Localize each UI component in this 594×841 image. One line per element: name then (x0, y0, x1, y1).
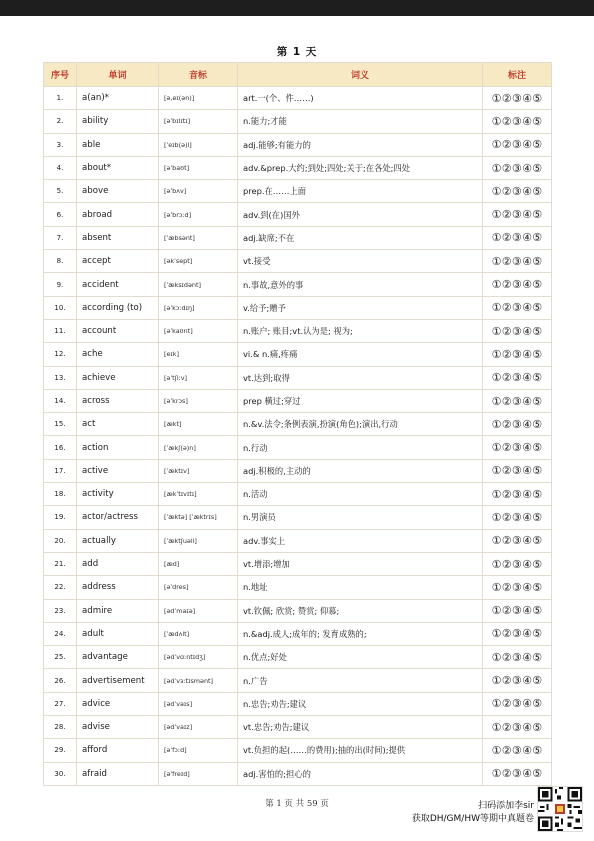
row-phonetic: [ˈæktɪv] (159, 459, 238, 482)
row-mark: ①②③④⑤ (483, 156, 552, 179)
table-row (44, 692, 552, 715)
row-meaning: vt.忠告;劝告;建议 (238, 716, 483, 739)
row-word: abroad (77, 203, 159, 226)
row-phonetic: [ˈæksɪdənt] (159, 273, 238, 296)
row-phonetic: [æd] (159, 552, 238, 575)
row-phonetic: [ˈæktə] [ˈæktrɪs] (159, 506, 238, 529)
row-meaning: vt.负担的起(……的费用);抽的出(时间);提供 (238, 739, 483, 762)
row-word: advantage (77, 646, 159, 669)
row-phonetic: [əˈbaʊt] (159, 156, 238, 179)
row-number: 16. (44, 436, 77, 459)
row-meaning: vi.& n.痛,疼痛 (238, 343, 483, 366)
row-mark: ①②③④⑤ (483, 692, 552, 715)
table-body (44, 87, 552, 786)
row-mark: ①②③④⑤ (483, 529, 552, 552)
row-mark: ①②③④⑤ (483, 459, 552, 482)
row-meaning: n.&adj.成人;成年的; 发育成熟的; (238, 622, 483, 645)
row-number: 5. (44, 180, 77, 203)
row-mark: ①②③④⑤ (483, 413, 552, 436)
row-number: 17. (44, 459, 77, 482)
header-phonetic: 音标 (159, 63, 238, 87)
row-mark: ①②③④⑤ (483, 506, 552, 529)
row-number: 15. (44, 413, 77, 436)
table-row (44, 622, 552, 645)
row-word: absent (77, 226, 159, 249)
row-phonetic: [əˈkɔːdɪŋ] (159, 296, 238, 319)
header-num: 序号 (44, 63, 77, 87)
row-word: achieve (77, 366, 159, 389)
row-number: 13. (44, 366, 77, 389)
row-meaning: n.能力;才能 (238, 110, 483, 133)
row-mark: ①②③④⑤ (483, 552, 552, 575)
row-word: according (to) (77, 296, 159, 319)
table-row (44, 739, 552, 762)
row-mark: ①②③④⑤ (483, 110, 552, 133)
table-row (44, 576, 552, 599)
row-phonetic: [eɪk] (159, 343, 238, 366)
row-mark: ①②③④⑤ (483, 389, 552, 412)
row-meaning: n.广告 (238, 669, 483, 692)
row-number: 29. (44, 739, 77, 762)
table-row (44, 226, 552, 249)
row-phonetic: [əˈbɪlɪtɪ] (159, 110, 238, 133)
row-meaning: n.忠告;劝告;建议 (238, 692, 483, 715)
row-phonetic: [əkˈsept] (159, 250, 238, 273)
row-word: account (77, 319, 159, 342)
table-row (44, 716, 552, 739)
table-row (44, 646, 552, 669)
table-row (44, 762, 552, 785)
row-phonetic: [ədˈmaɪə] (159, 599, 238, 622)
row-mark: ①②③④⑤ (483, 180, 552, 203)
row-mark: ①②③④⑤ (483, 87, 552, 110)
row-word: admire (77, 599, 159, 622)
row-mark: ①②③④⑤ (483, 599, 552, 622)
row-phonetic: [əˈtʃiːv] (159, 366, 238, 389)
table-row (44, 552, 552, 575)
row-meaning: adj.能够;有能力的 (238, 133, 483, 156)
row-mark: ①②③④⑤ (483, 576, 552, 599)
row-phonetic: [ˈeɪb(ə)l] (159, 133, 238, 156)
table-row (44, 413, 552, 436)
row-word: address (77, 576, 159, 599)
row-phonetic: [ə,eɪ(ən)] (159, 87, 238, 110)
row-number: 14. (44, 389, 77, 412)
row-word: accident (77, 273, 159, 296)
table-row (44, 133, 552, 156)
row-meaning: v.给予;赠予 (238, 296, 483, 319)
row-phonetic: [əˈkaʊnt] (159, 319, 238, 342)
row-meaning: n.活动 (238, 483, 483, 506)
row-phonetic: [ˈæbsənt] (159, 226, 238, 249)
row-number: 27. (44, 692, 77, 715)
row-meaning: adv.到(在)国外 (238, 203, 483, 226)
row-mark: ①②③④⑤ (483, 739, 552, 762)
row-meaning: vt.达到;取得 (238, 366, 483, 389)
row-word: advice (77, 692, 159, 715)
row-meaning: vt.钦佩; 欣赏; 赞赏; 仰慕; (238, 599, 483, 622)
row-word: adult (77, 622, 159, 645)
row-mark: ①②③④⑤ (483, 483, 552, 506)
table-row (44, 459, 552, 482)
row-meaning: adv.&prep.大约;到处;四处;关于;在各处;四处 (238, 156, 483, 179)
table-row (44, 156, 552, 179)
row-word: act (77, 413, 159, 436)
row-number: 25. (44, 646, 77, 669)
table-row (44, 87, 552, 110)
table-header-row (44, 63, 552, 87)
table-row (44, 506, 552, 529)
row-word: afford (77, 739, 159, 762)
row-mark: ①②③④⑤ (483, 646, 552, 669)
row-number: 30. (44, 762, 77, 785)
promo-line-1: 扫码添加李sir (478, 801, 534, 811)
page-title: 第 1 天 (276, 46, 318, 58)
row-mark: ①②③④⑤ (483, 343, 552, 366)
row-phonetic: [əˈfɔːd] (159, 739, 238, 762)
row-meaning: adj.害怕的;担心的 (238, 762, 483, 785)
row-meaning: n.行动 (238, 436, 483, 459)
row-phonetic: [ədˈvɑːntɪdʒ] (159, 646, 238, 669)
row-word: advise (77, 716, 159, 739)
header-meaning: 词义 (238, 63, 483, 87)
row-number: 2. (44, 110, 77, 133)
row-phonetic: [ədˈvaɪz] (159, 716, 238, 739)
row-mark: ①②③④⑤ (483, 296, 552, 319)
row-phonetic: [əˈkrɔs] (159, 389, 238, 412)
row-number: 9. (44, 273, 77, 296)
row-number: 24. (44, 622, 77, 645)
row-word: advertisement (77, 669, 159, 692)
row-number: 10. (44, 296, 77, 319)
row-number: 3. (44, 133, 77, 156)
table-row (44, 343, 552, 366)
vocab-table (43, 62, 552, 786)
row-number: 19. (44, 506, 77, 529)
row-mark: ①②③④⑤ (483, 669, 552, 692)
table-row (44, 203, 552, 226)
row-phonetic: [ˈæktʃuəli] (159, 529, 238, 552)
row-word: add (77, 552, 159, 575)
row-meaning: vt.接受 (238, 250, 483, 273)
table-row (44, 483, 552, 506)
row-meaning: n.男演员 (238, 506, 483, 529)
row-word: above (77, 180, 159, 203)
row-word: actor/actress (77, 506, 159, 529)
row-mark: ①②③④⑤ (483, 436, 552, 459)
row-mark: ①②③④⑤ (483, 716, 552, 739)
row-meaning: vt.增添;增加 (238, 552, 483, 575)
table-row (44, 296, 552, 319)
row-meaning: n.事故,意外的事 (238, 273, 483, 296)
row-meaning: n.&v.法令;条例表演,扮演(角色);演出,行动 (238, 413, 483, 436)
row-number: 11. (44, 319, 77, 342)
row-phonetic: [ˈædʌlt] (159, 622, 238, 645)
row-meaning: prep 横过;穿过 (238, 389, 483, 412)
top-bar (0, 0, 594, 16)
row-word: afraid (77, 762, 159, 785)
table-row (44, 250, 552, 273)
header-word: 单词 (77, 63, 159, 87)
table-row (44, 366, 552, 389)
row-number: 26. (44, 669, 77, 692)
row-meaning: prep.在……上面 (238, 180, 483, 203)
row-phonetic: [əˈbʌv] (159, 180, 238, 203)
row-meaning: art.一(个、件……) (238, 87, 483, 110)
row-number: 22. (44, 576, 77, 599)
row-meaning: adj.积极的,主动的 (238, 459, 483, 482)
row-phonetic: [ədˈvaɪs] (159, 692, 238, 715)
qr-code-icon[interactable] (537, 786, 583, 832)
table-row (44, 110, 552, 133)
row-meaning: adj.缺席;不在 (238, 226, 483, 249)
row-phonetic: [ədˈvɜːtɪsmənt] (159, 669, 238, 692)
row-mark: ①②③④⑤ (483, 226, 552, 249)
row-number: 23. (44, 599, 77, 622)
row-word: across (77, 389, 159, 412)
row-word: accept (77, 250, 159, 273)
row-phonetic: [əˈdres] (159, 576, 238, 599)
row-word: action (77, 436, 159, 459)
table-row (44, 669, 552, 692)
table-row (44, 273, 552, 296)
row-mark: ①②③④⑤ (483, 133, 552, 156)
row-number: 4. (44, 156, 77, 179)
row-phonetic: [ˈækʃ(ə)n] (159, 436, 238, 459)
row-meaning: adv.事实上 (238, 529, 483, 552)
row-number: 20. (44, 529, 77, 552)
table-row (44, 436, 552, 459)
row-mark: ①②③④⑤ (483, 762, 552, 785)
row-number: 7. (44, 226, 77, 249)
row-word: actually (77, 529, 159, 552)
table-row (44, 599, 552, 622)
row-word: ability (77, 110, 159, 133)
row-mark: ①②③④⑤ (483, 366, 552, 389)
row-number: 21. (44, 552, 77, 575)
row-word: able (77, 133, 159, 156)
row-number: 8. (44, 250, 77, 273)
row-number: 12. (44, 343, 77, 366)
row-mark: ①②③④⑤ (483, 622, 552, 645)
table-row (44, 319, 552, 342)
table-row (44, 180, 552, 203)
row-word: a(an)* (77, 87, 159, 110)
row-word: activity (77, 483, 159, 506)
table-row (44, 529, 552, 552)
row-phonetic: [ækt] (159, 413, 238, 436)
row-number: 1. (44, 87, 77, 110)
row-number: 6. (44, 203, 77, 226)
row-number: 28. (44, 716, 77, 739)
row-word: active (77, 459, 159, 482)
row-number: 18. (44, 483, 77, 506)
row-mark: ①②③④⑤ (483, 319, 552, 342)
row-phonetic: [əˈbrɔːd] (159, 203, 238, 226)
row-phonetic: [əˈfreɪd] (159, 762, 238, 785)
row-word: ache (77, 343, 159, 366)
promo-line-2: 获取DH/GM/HW等期中真题卷 (411, 814, 534, 824)
promo-text (412, 800, 534, 826)
row-meaning: n.账户; 账目;vt.认为是; 视为; (238, 319, 483, 342)
row-meaning: n.地址 (238, 576, 483, 599)
row-word: about* (77, 156, 159, 179)
row-meaning: n.优点;好处 (238, 646, 483, 669)
row-phonetic: [ækˈtɪvɪtɪ] (159, 483, 238, 506)
row-mark: ①②③④⑤ (483, 203, 552, 226)
page-number: 第 1 页 共 59 页 (265, 799, 329, 809)
header-mark: 标注 (483, 63, 552, 87)
row-mark: ①②③④⑤ (483, 273, 552, 296)
table-row (44, 389, 552, 412)
row-mark: ①②③④⑤ (483, 250, 552, 273)
